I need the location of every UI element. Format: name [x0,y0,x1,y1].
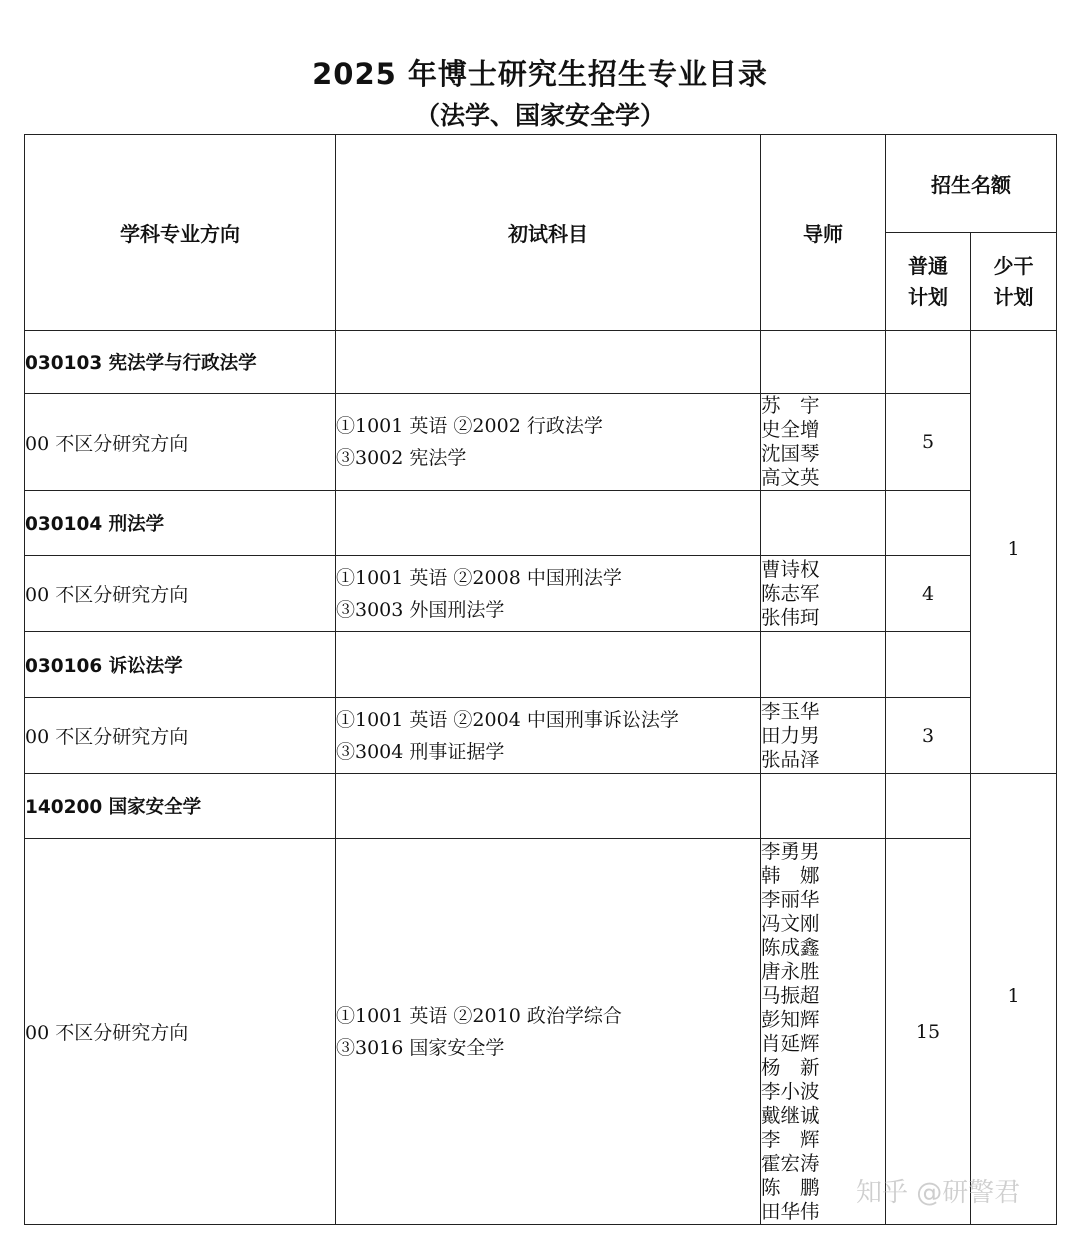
regular-quota: 15 [886,839,971,1225]
subject-row [25,331,1057,394]
advisor-name: 肖延辉 [761,1031,820,1055]
advisor-name: 韩 娜 [761,863,820,887]
advisor-name: 高文英 [761,466,820,489]
exam-line: ③3002 宪法学 [336,447,467,469]
research-direction: 00 不区分研究方向 [25,698,336,774]
watermark-text: 知乎 @研警君 [856,1178,1021,1208]
subject-row [25,632,1057,698]
header-exam: 初试科目 [336,135,761,331]
advisor-name: 李玉华 [761,699,820,723]
direction-row [25,556,1057,632]
advisor-name: 沈国琴 [761,442,820,465]
exam-line: ①1001 英语 ②2008 中国刑法学 [336,566,622,589]
advisor-name: 张伟珂 [761,605,820,629]
subject-code-name: 030104 刑法学 [25,491,336,556]
header-regular-plan [886,233,971,331]
research-direction: 00 不区分研究方向 [25,839,336,1225]
advisor-name: 李勇男 [761,839,820,863]
advisor-name: 史全增 [761,418,820,441]
advisor-list [761,556,886,632]
exam-subjects [336,394,761,491]
regular-quota: 4 [886,556,971,632]
header-minority-line2: 计划 [993,284,1034,309]
exam-line: ③3003 外国刑法学 [336,598,505,621]
exam-subjects [336,556,761,632]
advisor-name: 杨 新 [761,1055,820,1079]
advisor-name: 马振超 [761,983,820,1007]
advisor-list [761,698,886,774]
advisor-name: 陈成鑫 [761,935,820,959]
regular-quota: 5 [886,394,971,491]
header-regular-line2: 计划 [908,284,948,309]
advisor-list [761,394,886,491]
advisor-list [761,839,886,1225]
page-subtitle: （法学、国家安全学） [414,101,665,130]
subject-row [25,774,1057,839]
subject-row [25,491,1057,556]
advisor-name: 霍宏涛 [761,1151,820,1175]
advisor-name: 冯文刚 [761,911,820,935]
header-discipline: 学科专业方向 [25,135,336,331]
header-minority-plan [971,233,1057,331]
exam-line: ③3004 刑事证据学 [336,740,505,763]
subject-code-name: 140200 国家安全学 [25,774,336,839]
enrollment-catalog-table [24,134,1057,1225]
advisor-name: 彭知辉 [761,1007,820,1031]
exam-subjects [336,839,761,1225]
regular-quota: 3 [886,698,971,774]
advisor-name: 曹诗权 [761,557,820,581]
minority-quota-law: 1 [971,331,1057,774]
advisor-name: 陈 鹏 [761,1175,820,1199]
research-direction: 00 不区分研究方向 [25,394,336,491]
minority-quota-security: 1 [971,774,1057,1225]
advisor-name: 唐永胜 [761,959,820,983]
exam-subjects [336,698,761,774]
advisor-name: 李小波 [761,1079,820,1103]
advisor-name: 戴继诚 [761,1103,820,1127]
header-minority-line1: 少干 [993,253,1034,278]
direction-row [25,839,1057,1225]
exam-line: ①1001 英语 ②2010 政治学综合 [336,1004,622,1027]
advisor-name: 田华伟 [761,1199,820,1223]
direction-row [25,698,1057,774]
header-advisor: 导师 [761,135,886,331]
header-regular-line1: 普通 [908,253,948,278]
research-direction: 00 不区分研究方向 [25,556,336,632]
advisor-name: 张品泽 [761,747,820,771]
advisor-name: 李 辉 [761,1127,820,1151]
advisor-name: 苏 宇 [761,394,820,417]
direction-row [25,394,1057,491]
subject-code-name: 030103 宪法学与行政法学 [25,331,336,394]
exam-line: ①1001 英语 ②2004 中国刑事诉讼法学 [336,708,679,731]
advisor-name: 李丽华 [761,887,820,911]
exam-line: ①1001 英语 ②2002 行政法学 [336,415,603,437]
advisor-name: 田力男 [761,723,820,747]
advisor-name: 陈志军 [761,581,820,605]
header-quota: 招生名额 [886,135,1057,233]
exam-line: ③3016 国家安全学 [336,1036,505,1059]
page-title: 2025 年博士研究生招生专业目录 [312,57,768,91]
subject-code-name: 030106 诉讼法学 [25,632,336,698]
